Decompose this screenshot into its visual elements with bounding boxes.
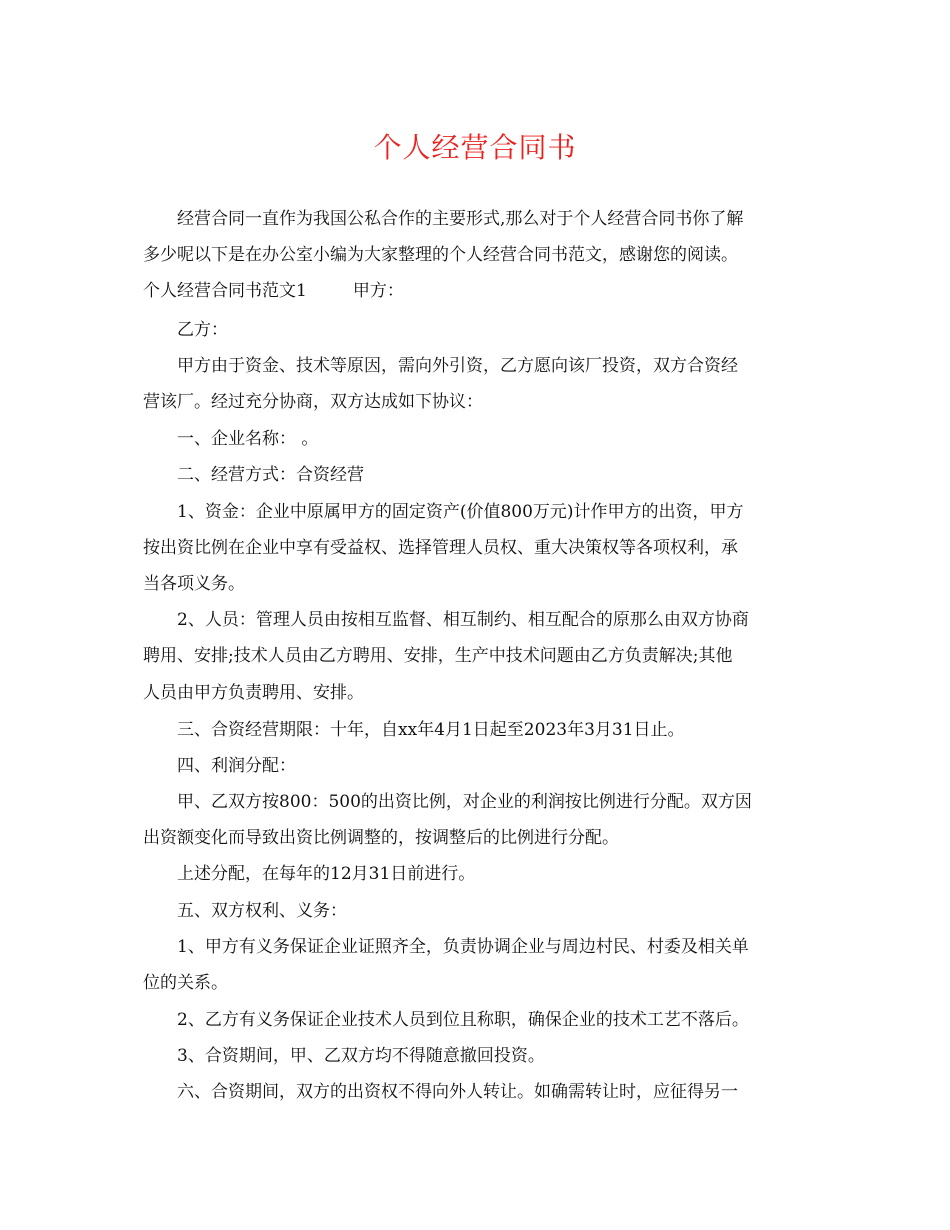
paragraph-line: 一、企业名称： 。 [177,429,319,449]
party-a-label: 甲方： [352,281,404,301]
paragraph-line: 四、利润分配： [177,756,296,776]
paragraph-line: 1、资金：企业中原属甲方的固定资产(价值800万元)计作甲方的出资，甲方 [177,502,744,522]
paragraph-line: 营该厂。经过充分协商，双方达成如下协议： [143,392,483,412]
paragraph-line: 2、人员：管理人员由按相互监督、相互制约、相互配合的原那么由双方协商 [177,610,749,630]
paragraph-line: 当各项义务。 [143,574,245,594]
paragraph-line: 甲方由于资金、技术等原因，需向外引资，乙方愿向该厂投资，双方合资经 [177,356,738,376]
paragraph-line: 三、合资经营期限：十年，自xx年4月1日起至2023年3月31日止。 [177,720,685,740]
paragraph-line: 人员由甲方负责聘用、安排。 [143,683,364,703]
paragraph-line: 按出资比例在企业中享有受益权、选择管理人员权、重大决策权等各项权利，承 [143,538,738,558]
paragraph-line: 乙方： [177,320,228,340]
paragraph-line: 五、双方权利、义务： [177,901,347,921]
paragraph-line: 二、经营方式：合资经营 [177,465,364,485]
paragraph-line: 经营合同一直作为我国公私合作的主要形式,那么对于个人经营合同书你了解 [177,209,744,229]
paragraph-line: 上述分配，在每年的12月31日前进行。 [177,864,476,884]
paragraph-line: 聘用、安排;技术人员由乙方聘用、安排，生产中技术问题由乙方负责解决;其他 [143,646,733,666]
paragraph-line-heading [143,279,404,303]
paragraph-line: 1、甲方有义务保证企业证照齐全，负责协调企业与周边村民、村委及相关单 [177,937,749,957]
paragraph-line: 六、合资期间，双方的出资权不得向外人转让。如确需转让时，应征得另一 [177,1082,738,1102]
paragraph-line: 位的关系。 [143,973,228,993]
paragraph-line: 2、乙方有义务保证企业技术人员到位且称职，确保企业的技术工艺不落后。 [177,1010,749,1030]
paragraph-line: 多少呢以下是在办公室小编为大家整理的个人经营合同书范文，感谢您的阅读。 [143,245,738,265]
paragraph-line: 3、合资期间，甲、乙双方均不得随意撤回投资。 [177,1046,545,1066]
paragraph-line: 出资额变化而导致出资比例调整的，按调整后的比例进行分配。 [143,828,619,848]
paragraph-line: 甲、乙双方按800：500的出资比例，对企业的利润按比例进行分配。双方因 [177,792,752,812]
sample-heading: 个人经营合同书范文1 [143,281,307,301]
document-title: 个人经营合同书 [373,131,577,164]
